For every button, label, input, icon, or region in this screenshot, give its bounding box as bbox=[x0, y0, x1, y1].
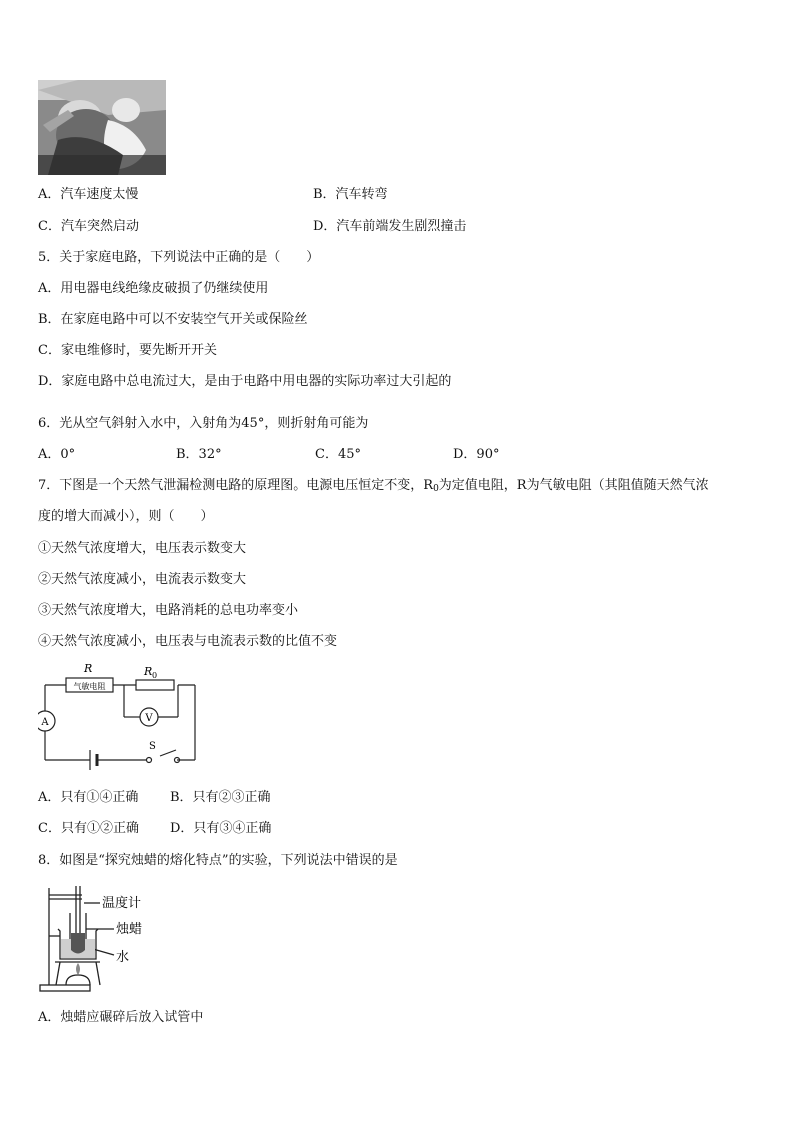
q5-stem: 5．关于家庭电路，下列说法中正确的是（ ） bbox=[38, 250, 320, 265]
q7-stem-part2: 为定值电阻，R为气敏电阻（其阻值随天然气浓 bbox=[438, 478, 709, 493]
flame-icon bbox=[76, 963, 80, 975]
q7-stem-subscript: 0 bbox=[433, 484, 439, 494]
q5-option-d: D．家庭电路中总电流过大，是由于电路中用电器的实际功率过大引起的 bbox=[38, 374, 452, 389]
r-label: R bbox=[84, 662, 93, 675]
q7-statement-3: ③天然气浓度增大，电路消耗的总电功率变小 bbox=[38, 603, 299, 618]
q6-option-d: D．90° bbox=[453, 447, 500, 462]
q6-option-a: A．0° bbox=[38, 447, 76, 462]
q7-option-a: A．只有①④正确 bbox=[38, 790, 139, 805]
gas-detection-circuit-diagram bbox=[38, 660, 208, 775]
switch-contact-left bbox=[147, 758, 152, 763]
voltmeter-label: V bbox=[145, 713, 153, 724]
switch-label: S bbox=[149, 741, 156, 752]
r0-label: R bbox=[144, 665, 153, 678]
q7-stem-line1 bbox=[38, 477, 709, 498]
q5-option-c: C．家电维修时，要先断开开关 bbox=[38, 343, 217, 358]
gas-sensor-text: 气敏电阻 bbox=[73, 682, 106, 691]
q5-option-b: B．在家庭电路中可以不安装空气开关或保险丝 bbox=[38, 312, 308, 327]
q6-option-b: B．32° bbox=[176, 447, 222, 462]
q5-option-a: A．用电器电线绝缘皮破损了仍继续使用 bbox=[38, 281, 269, 296]
q6-stem: 6．光从空气斜射入水中，入射角为45°，则折射角可能为 bbox=[38, 416, 369, 431]
q4-option-a: A．汽车速度太慢 bbox=[38, 187, 139, 202]
q4-option-c: C．汽车突然启动 bbox=[38, 219, 139, 234]
q4-option-d: D．汽车前端发生剧烈撞击 bbox=[313, 219, 467, 234]
q7-statement-1: ①天然气浓度增大，电压表示数变大 bbox=[38, 541, 247, 556]
car-crash-photo bbox=[38, 80, 166, 175]
r0-resistor bbox=[136, 680, 174, 690]
q7-statement-2: ②天然气浓度减小，电流表示数变大 bbox=[38, 572, 247, 587]
q7-statement-4: ④天然气浓度减小，电压表与电流表示数的比值不变 bbox=[38, 634, 338, 649]
wax-fill bbox=[71, 933, 85, 954]
ammeter-label: A bbox=[41, 717, 49, 728]
q7-stem-line2: 度的增大而减小），则（ ） bbox=[38, 509, 214, 524]
r0-subscript: 0 bbox=[152, 671, 158, 680]
q6-option-c: C．45° bbox=[315, 447, 361, 462]
stand-base bbox=[40, 985, 90, 991]
water-label: 水 bbox=[116, 950, 130, 965]
wax-melting-apparatus bbox=[38, 883, 168, 998]
q8-stem: 8．如图是“探究烛蜡的熔化特点”的实验，下列说法中错误的是 bbox=[38, 853, 398, 868]
q7-option-d: D．只有③④正确 bbox=[170, 821, 272, 836]
q7-option-c: C．只有①②正确 bbox=[38, 821, 139, 836]
q7-stem-part1: 7．下图是一个天然气泄漏检测电路的原理图。电源电压恒定不变，R bbox=[38, 478, 434, 493]
thermometer-label: 温度计 bbox=[102, 896, 142, 911]
alcohol-lamp-icon bbox=[66, 975, 90, 985]
q4-option-b: B．汽车转弯 bbox=[313, 187, 388, 202]
q7-option-b: B．只有②③正确 bbox=[170, 790, 271, 805]
wax-label: 烛蜡 bbox=[116, 922, 143, 937]
q8-option-a: A．烛蜡应碾碎后放入试管中 bbox=[38, 1010, 204, 1025]
